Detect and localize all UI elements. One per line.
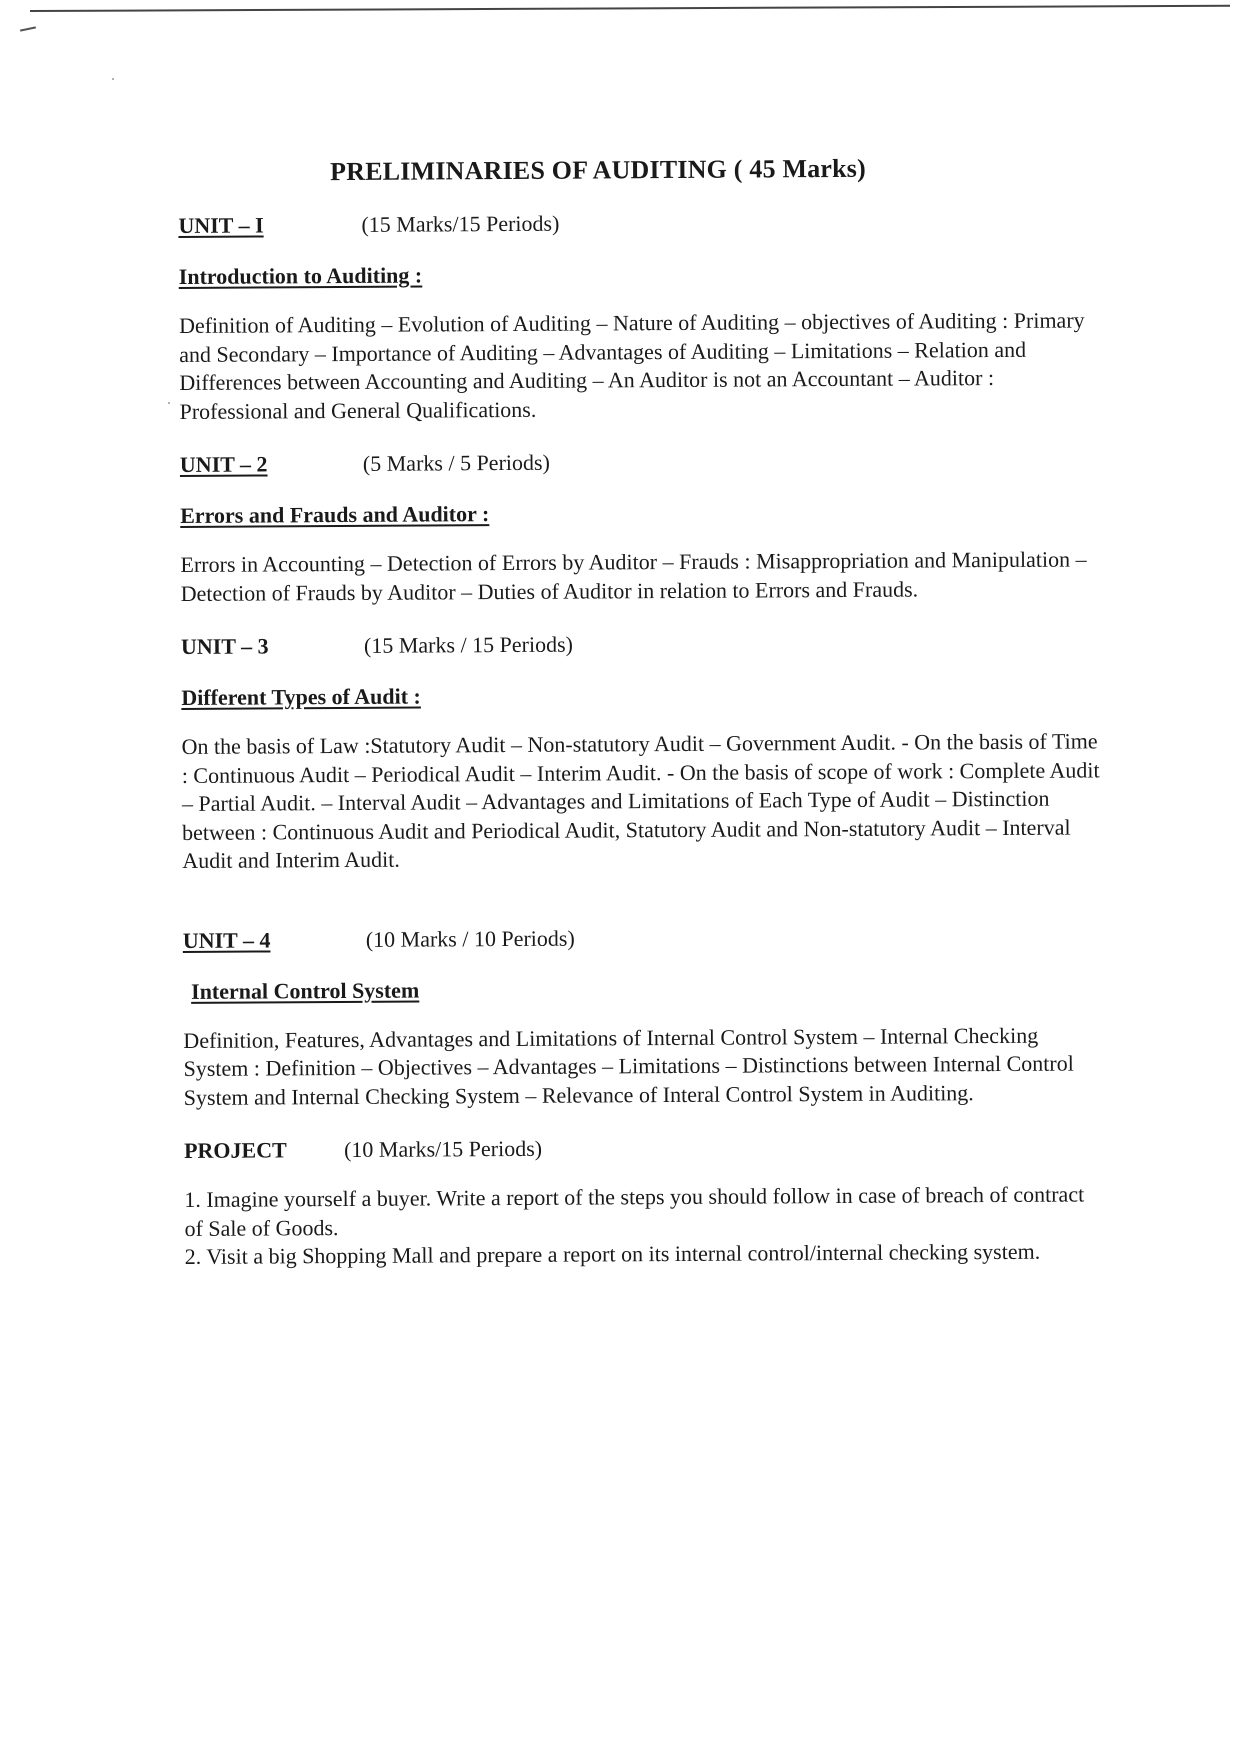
unit-label: UNIT – 4 [182, 926, 271, 953]
page-title: PRELIMINARIES OF AUDITING ( 45 Marks) [329, 153, 867, 187]
unit-label: UNIT – I [178, 212, 264, 238]
unit-4-content: Definition, Features, Advantages and Limitations of Internal Control System – Internal Checking System : Definition – Objectives – Advantages – Limitations – Distinctions between Internal Control System and Internal Checking System – Relevance of Interal Control System in Auditing. [183, 1022, 1074, 1110]
unit-marks: (15 Marks/15 Periods) [361, 210, 560, 237]
unit-label: UNIT – 2 [179, 451, 268, 477]
scan-speck [168, 402, 170, 404]
unit-2-content: Errors in Accounting – Detection of Errors by Auditor – Frauds : Misappropriation and Manipulation – Detection of Frauds by Auditor – Duties of Auditor in relation to Errors and Frauds. [180, 546, 1087, 606]
unit-1-topic: Introduction to Auditing : [178, 262, 423, 289]
project-item: 1. Imagine yourself a buyer. Write a report of the steps you should follow in case of breach of contract of Sale of Goods. [184, 1181, 1085, 1241]
unit-marks: (10 Marks / 10 Periods) [365, 925, 575, 952]
unit-2-topic: Errors and Frauds and Auditor : [180, 501, 490, 528]
unit-label: UNIT – 3 [180, 633, 269, 659]
syllabus-page [178, 152, 1105, 1271]
project-marks: (10 Marks/15 Periods) [343, 1135, 543, 1163]
scan-edge-line [30, 5, 1230, 12]
unit-3-topic: Different Types of Audit : [181, 683, 421, 710]
scan-mark [20, 26, 36, 31]
unit-1-content: Definition of Auditing – Evolution of Auditing – Nature of Auditing – objectives of Auditing : Primary and Secondary – Importance of Auditing – Advantages of Auditing – Limitations – Relation and Differences between Accounting and Auditing – An Auditor is not an Accountant – Auditor : Professional and General Qualifications. [178, 307, 1085, 424]
unit-marks: (5 Marks / 5 Periods) [362, 449, 550, 476]
unit-4-topic: Internal Control System [191, 977, 420, 1004]
project-item: 2. Visit a big Shopping Mall and prepare a report on its internal control/internal checking system. [184, 1238, 1041, 1269]
scan-speck [112, 78, 114, 80]
unit-marks: (15 Marks / 15 Periods) [363, 631, 574, 658]
unit-3-content: On the basis of Law :Statutory Audit – Non-statutory Audit – Government Audit. - On the basis of Time : Continuous Audit – Periodical Audit – Interim Audit. - On the basis of scope of work : Complete Audit – Partial Audit. – Interval Audit – Advantages and Limitations of Each Type of Audit – Distinction between : Continuous Audit and Periodical Audit, Statutory Audit and Non-statutory Audit – Interval Audit and Interim Audit. [181, 728, 1100, 873]
project-label: PROJECT [183, 1137, 287, 1163]
